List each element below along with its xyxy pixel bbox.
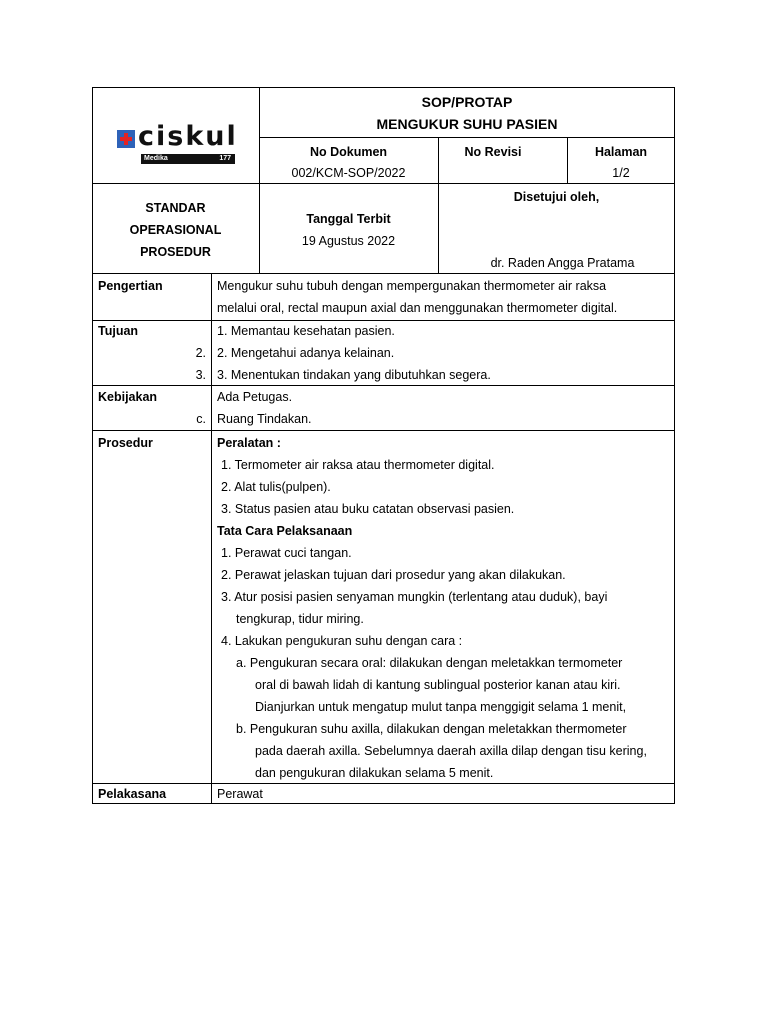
sub-item-b: dan pengukuran dilakukan selama 5 menit.: [255, 766, 494, 780]
tanggal-terbit-value: 19 Agustus 2022: [301, 234, 396, 248]
no-dokumen-value: 002/KCM-SOP/2022: [291, 166, 406, 180]
pelaksana-value: Perawat: [217, 787, 263, 801]
logo-subbar: [141, 154, 235, 164]
divider: [259, 137, 675, 138]
ciskul-logo: [117, 121, 238, 167]
divider: [211, 273, 212, 804]
logo-wordmark: ciskul: [138, 121, 238, 152]
logo-sub-left: Medika: [144, 155, 168, 162]
kebijakan-marker: c.: [196, 412, 206, 426]
standar-line-1: STANDAR: [145, 201, 206, 215]
halaman-label: Halaman: [594, 145, 648, 159]
tujuan-item: 2. Mengetahui adanya kelainan.: [217, 346, 395, 360]
kebijakan-item: Ada Petugas.: [217, 390, 293, 404]
logo-sub-right: 177: [219, 155, 231, 162]
no-revisi-label: No Revisi: [464, 145, 522, 159]
sub-item-a: oral di bawah lidah di kantung sublingual posterior kanan atau kiri.: [255, 678, 621, 692]
pengertian-text: melalui oral, rectal maupun axial dan menggunakan thermometer digital.: [217, 301, 618, 315]
tata-cara-item: 2. Perawat jelaskan tujuan dari prosedur yang akan dilakukan.: [221, 568, 566, 582]
tata-cara-heading: Tata Cara Pelaksanaan: [217, 524, 353, 538]
pengertian-text: Mengukur suhu tubuh dengan mempergunakan thermometer air raksa: [217, 279, 607, 293]
pelaksana-label: Pelakasana: [98, 787, 167, 801]
tata-cara-item: 3. Atur posisi pasien senyaman mungkin (terlentang atau duduk), bayi: [221, 590, 608, 604]
pengertian-label: Pengertian: [98, 279, 163, 293]
peralatan-heading: Peralatan :: [217, 436, 281, 450]
tujuan-marker: 3.: [195, 368, 206, 382]
sub-item-a: a. Pengukuran secara oral: dilakukan dengan meletakkan termometer: [236, 656, 623, 670]
peralatan-item: 1. Termometer air raksa atau thermometer digital.: [221, 458, 495, 472]
tujuan-marker: 2.: [195, 346, 206, 360]
document-subtitle: MENGUKUR SUHU PASIEN: [376, 116, 558, 132]
kebijakan-label: Kebijakan: [98, 390, 158, 404]
standar-line-3: PROSEDUR: [140, 245, 211, 259]
tata-cara-item: 1. Perawat cuci tangan.: [221, 546, 352, 560]
no-dokumen-label: No Dokumen: [309, 145, 388, 159]
tanggal-terbit-label: Tanggal Terbit: [306, 212, 391, 226]
divider: [92, 430, 675, 431]
prosedur-label: Prosedur: [98, 436, 153, 450]
document-title: SOP/PROTAP: [421, 94, 513, 110]
tata-cara-item: 4. Lakukan pengukuran suhu dengan cara :: [221, 634, 463, 648]
medical-cross-icon: [117, 130, 135, 148]
approver-name: dr. Raden Angga Pratama: [490, 256, 635, 270]
peralatan-item: 3. Status pasien atau buku catatan observasi pasien.: [221, 502, 515, 516]
peralatan-item: 2. Alat tulis(pulpen).: [221, 480, 331, 494]
sub-item-a: Dianjurkan untuk mengatup mulut tanpa menggigit selama 1 menit,: [255, 700, 627, 714]
tujuan-item: 3. Menentukan tindakan yang dibutuhkan segera.: [217, 368, 491, 382]
halaman-value: 1/2: [612, 166, 630, 180]
standar-line-2: OPERASIONAL: [129, 223, 222, 237]
tata-cara-item: tengkurap, tidur miring.: [236, 612, 364, 626]
sub-item-b: b. Pengukuran suhu axilla, dilakukan dengan meletakkan thermometer: [236, 722, 627, 736]
tujuan-item: 1. Memantau kesehatan pasien.: [217, 324, 395, 338]
kebijakan-item: Ruang Tindakan.: [217, 412, 312, 426]
approval-label: Disetujui oleh,: [513, 190, 600, 204]
sub-item-b: pada daerah axilla. Sebelumnya daerah axilla dilap dengan tisu kering,: [255, 744, 647, 758]
tujuan-label: Tujuan: [98, 324, 139, 338]
